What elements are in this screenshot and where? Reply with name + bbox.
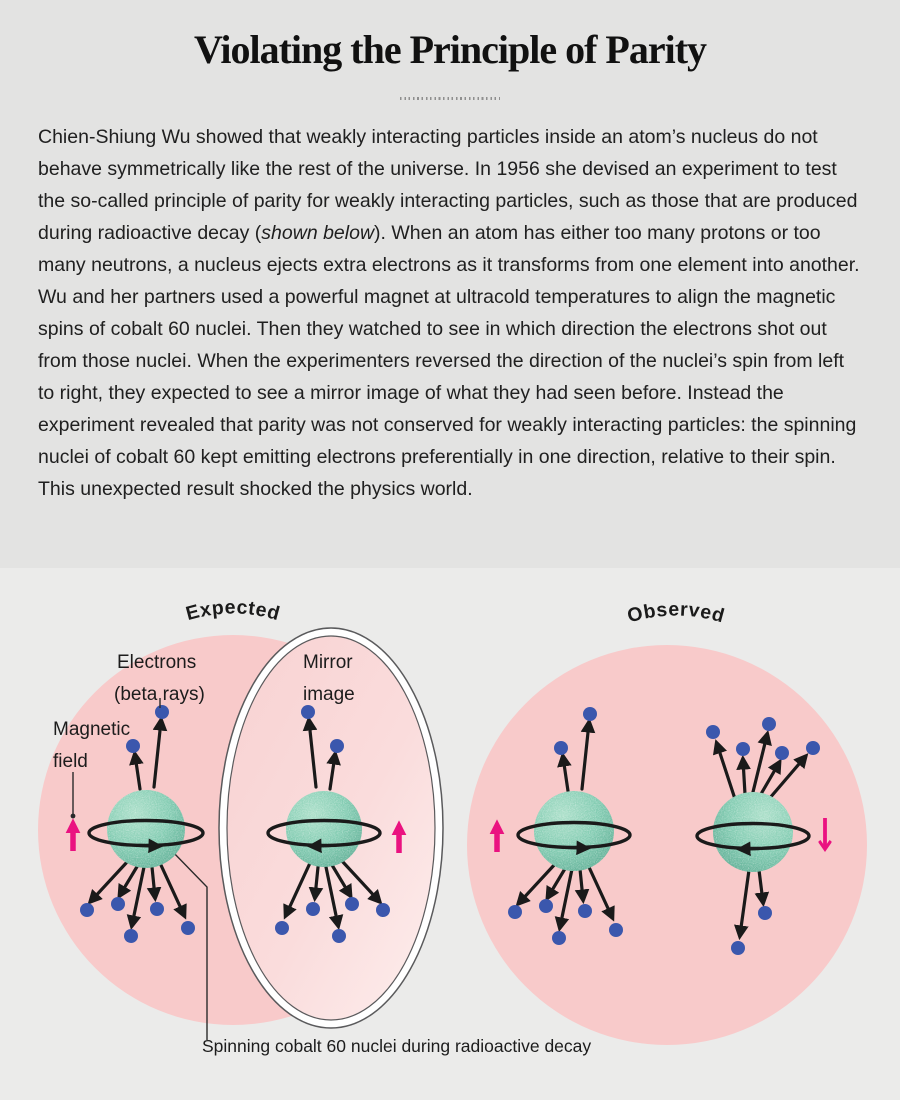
spin-direction-arrow — [312, 846, 330, 847]
article-header — [0, 0, 900, 100]
magnetic-label-line1: Magnetic — [53, 719, 131, 740]
parity-figure — [0, 568, 900, 1100]
expected-group — [38, 596, 443, 1040]
expected-label: Expected — [183, 596, 283, 626]
page-title: Violating the Principle of Parity — [193, 27, 707, 72]
spin-direction-arrow — [741, 849, 759, 850]
spin-direction-arrow — [568, 848, 586, 849]
leader-end-dot — [71, 814, 76, 819]
electrons-label-line2: (beta rays) — [114, 684, 205, 705]
observed-label: Observed — [625, 598, 728, 628]
electrons-label-line1: Electrons — [117, 652, 197, 673]
magnetic-label-line2: field — [53, 751, 88, 772]
parity-diagram-section — [0, 568, 900, 1100]
observed-group — [467, 598, 867, 1045]
mirror-label-line2: image — [303, 684, 355, 705]
spin-direction-arrow — [140, 846, 158, 847]
mirror-label-line1: Mirror — [303, 652, 353, 673]
dotted-divider — [400, 97, 500, 100]
observed-region-circle — [467, 645, 867, 1045]
figure-caption: Spinning cobalt 60 nuclei during radioactive decay — [202, 1036, 592, 1056]
intro-paragraph: Chien-Shiung Wu showed that weakly interacting particles inside an atom’s nucleus do not behave symmetrically like the rest of the universe. In 1956 she devised an experiment to test the so-called principle of parity for weakly interacting particles, such as those that are produced during radioactive decay (shown below). When an atom has either too many protons or too many neutrons, a nucleus ejects extra electrons as it transforms from one element into another. Wu and her partners used a powerful magnet at ultracold temperatures to align the magnetic spins of cobalt 60 nuclei. Then they watched to see in which direction the electrons shot out from those nuclei. When the experimenters reversed the direction of the nuclei’s spin from left to right, they expected to see a mirror image of what they had seen before. Instead the experiment revealed that parity was not conserved for weakly interacting particles: the spinning nuclei of cobalt 60 kept emitting electrons preferentially in one direction, relative to their spin. This unexpected result shocked the physics world. — [38, 126, 860, 500]
